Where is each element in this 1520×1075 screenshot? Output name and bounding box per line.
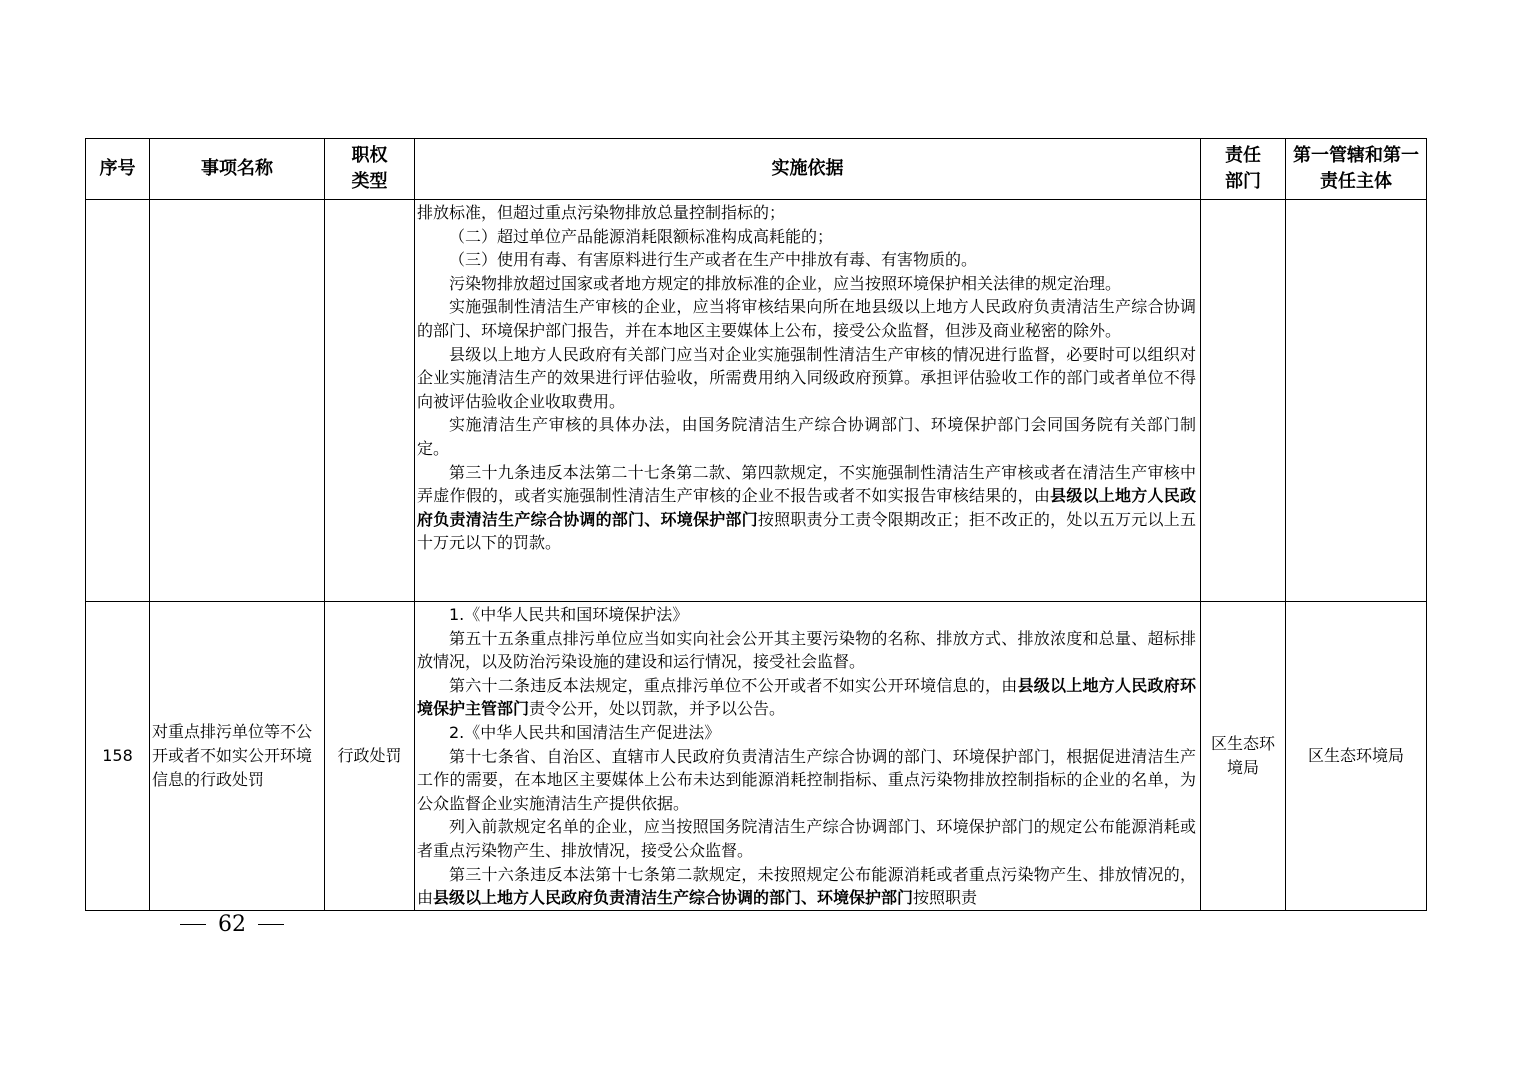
table-row (86, 602, 1427, 911)
page-footer (180, 912, 284, 937)
regulation-table-container (85, 138, 1426, 911)
basis-text: 第五十五条重点排污单位应当如实向社会公开其主要污染物的名称、排放方式、排放浓度和总量、超标排放情况，以及防治污染设施的建设和运行情况，接受社会监督。 (417, 628, 1196, 672)
row-item-name (150, 200, 325, 602)
footer-dash-right (258, 924, 284, 926)
regulation-table (85, 138, 1427, 911)
row-power-type (325, 200, 415, 602)
header-item-name: 事项名称 (150, 139, 325, 200)
header-first-subject: 第一管辖和第一责任主体 (1286, 139, 1427, 200)
table-row (86, 200, 1427, 602)
header-seq: 序号 (86, 139, 150, 200)
basis-text: 县级以上地方人民政府有关部门应当对企业实施强制性清洁生产审核的情况进行监督，必要时可以组织对企业实施清洁生产的效果进行评估验收，所需费用纳入同级政府预算。承担评估验收工作的部门或者单位不得向被评估验收企业收取费用。 (417, 344, 1196, 411)
row-basis (415, 200, 1201, 602)
footer-dash-left (180, 924, 206, 926)
basis-text: 1.《中华人民共和国环境保护法》 (449, 605, 689, 624)
basis-paragraph (417, 863, 1196, 910)
basis-text: 按照职责 (913, 888, 978, 908)
basis-text: 第六十二条违反本法规定，重点排污单位不公开或者不如实公开环境信息的，由 (449, 675, 1018, 695)
page-number: 62 (218, 912, 246, 937)
basis-text: （三）使用有毒、有害原料进行生产或者在生产中排放有毒、有害物质的。 (449, 250, 978, 270)
row-first-subject: 区生态环境局 (1286, 602, 1427, 911)
basis-paragraph (417, 674, 1196, 721)
basis-paragraph (417, 201, 1196, 225)
header-basis: 实施依据 (415, 139, 1201, 200)
row-power-type: 行政处罚 (325, 602, 415, 911)
basis-text: 实施清洁生产审核的具体办法，由国务院清洁生产综合协调部门、环境保护部门会同国务院有关部门制定。 (417, 415, 1196, 458)
basis-paragraph (417, 461, 1196, 555)
basis-text: 实施强制性清洁生产审核的企业，应当将审核结果向所在地县级以上地方人民政府负责清洁生产综合协调的部门、环境保护部门报告，并在本地区主要媒体上公布，接受公众监督，但涉及商业秘密的除外。 (417, 297, 1196, 340)
basis-text: 2.《中华人民共和国清洁生产促进法》 (449, 722, 721, 742)
row-item-name: 对重点排污单位等不公开或者不如实公开环境信息的行政处罚 (150, 602, 325, 911)
header-power-type: 职权类型 (325, 139, 415, 200)
basis-paragraph (417, 603, 1196, 627)
row-first-subject (1286, 200, 1427, 602)
basis-text: 第十七条省、自治区、直辖市人民政府负责清洁生产综合协调的部门、环境保护部门，根据促进清洁生产工作的需要，在本地区主要媒体上公布未达到能源消耗控制指标、重点污染物排放控制指标的企业的名单，为公众监督企业实施清洁生产提供依据。 (417, 746, 1196, 813)
basis-paragraph (417, 272, 1196, 296)
basis-text: 按照职责分工责令限期改正；拒不改正的，处以五万元以上五十万元以下的罚款。 (417, 509, 1196, 553)
basis-text: 第三十九条违反本法第二十七条第二款、第四款规定，不实施强制性清洁生产审核或者在清洁生产审核中弄虚作假的，或者实施强制性清洁生产审核的企业不报告或者不如实报告审核结果的，由 (417, 462, 1196, 506)
basis-text: 排放标准，但超过重点污染物排放总量控制指标的； (417, 203, 786, 222)
row-seq (86, 200, 150, 602)
row-basis (415, 602, 1201, 911)
row-seq: 158 (86, 602, 150, 911)
header-dept: 责任部门 (1201, 139, 1286, 200)
basis-paragraph (417, 343, 1196, 414)
basis-paragraph (417, 627, 1196, 674)
basis-paragraph (417, 413, 1196, 460)
row-dept (1201, 200, 1286, 602)
basis-paragraph (417, 815, 1196, 862)
basis-text: 污染物排放超过国家或者地方规定的排放标准的企业，应当按照环境保护相关法律的规定治理。 (449, 273, 1122, 293)
basis-bold-text: 县级以上地方人民政府负责清洁生产综合协调的部门、环境保护部门 (417, 486, 1196, 529)
basis-bold-text: 县级以上地方人民政府负责清洁生产综合协调的部门、环境保护部门 (433, 888, 914, 908)
basis-text: 第三十六条违反本法第十七条第二款规定，未按照规定公布能源消耗或者重点污染物产生、排放情况的，由 (417, 864, 1196, 908)
basis-paragraph (417, 745, 1196, 816)
basis-text: 责令公开，处以罚款，并予以公告。 (529, 699, 786, 719)
basis-paragraph (417, 721, 1196, 745)
row-dept: 区生态环境局 (1201, 602, 1286, 911)
header-row (86, 139, 1427, 200)
basis-paragraph (417, 295, 1196, 342)
basis-text: 列入前款规定名单的企业，应当按照国务院清洁生产综合协调部门、环境保护部门的规定公布能源消耗或者重点污染物产生、排放情况，接受公众监督。 (417, 817, 1196, 860)
basis-bold-text: 县级以上地方人民政府环境保护主管部门 (417, 675, 1196, 719)
basis-text: （二）超过单位产品能源消耗限额标准构成高耗能的； (449, 226, 834, 246)
basis-paragraph (417, 248, 1196, 272)
basis-paragraph (417, 225, 1196, 249)
